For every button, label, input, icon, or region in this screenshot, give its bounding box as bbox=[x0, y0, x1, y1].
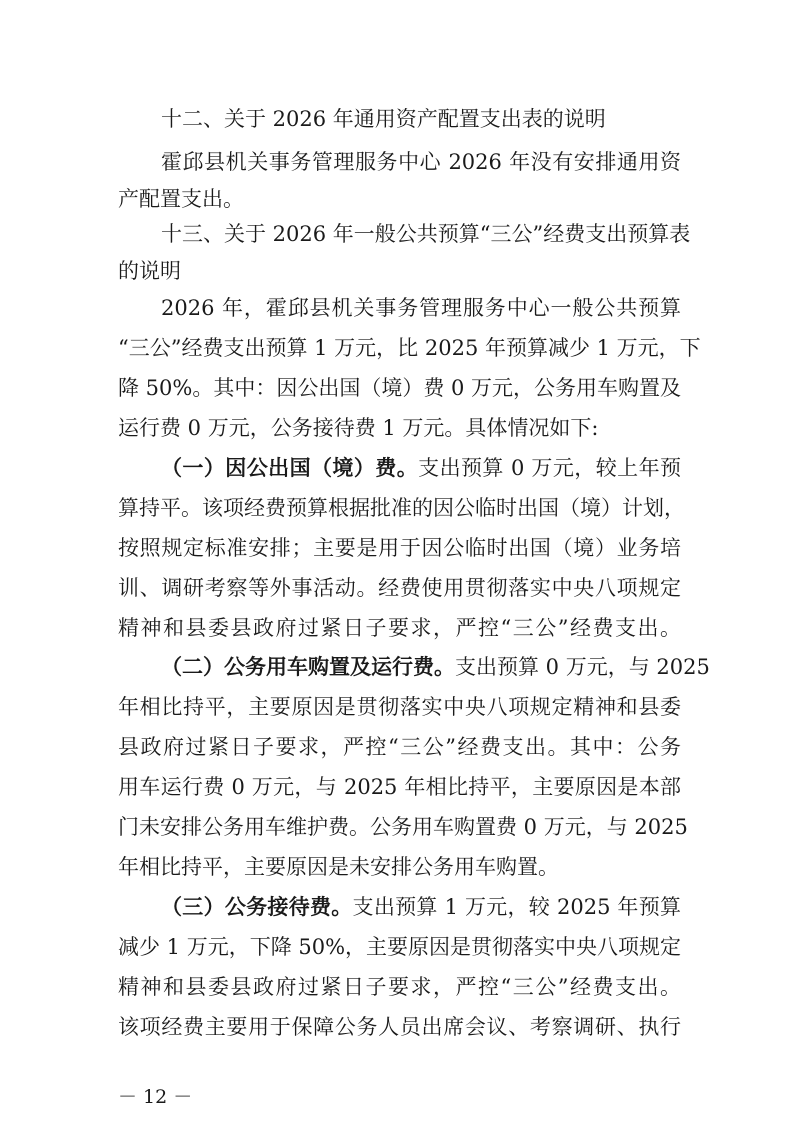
item-2-line-4: 用车运行费 0 万元，与 2025 年相比持平，主要原因是本部 bbox=[118, 775, 681, 799]
intro-line-4: 运行费 0 万元，公务接待费 1 万元。具体情况如下: bbox=[118, 416, 599, 440]
section-13-heading-line-1: 十三、关于 2026 年一般公共预算“三公”经费支出预算表 bbox=[161, 222, 691, 246]
item-2-first-line bbox=[161, 652, 710, 682]
item-1-line-4: 训、调研考察等外事活动。经费使用贯彻落实中央八项规定 bbox=[118, 576, 681, 600]
intro-line-3: 降 50%。其中：因公出国（境）费 0 万元，公务用车购置及 bbox=[118, 376, 682, 400]
item-2-first-line-text: 支出预算 0 万元，与 2025 bbox=[455, 655, 710, 679]
item-3-line-4: 该项经费主要用于保障公务人员出席会议、考察调研、执行 bbox=[118, 1015, 681, 1039]
item-3-first-line bbox=[161, 892, 681, 922]
item-1-first-line bbox=[161, 453, 681, 483]
item-1-first-line-text: 支出预算 0 万元，较上年预 bbox=[418, 456, 681, 480]
item-3-line-3: 精神和县委县政府过紧日子要求，严控“三公”经费支出。 bbox=[118, 975, 681, 999]
section-13-heading-line-2: 的说明 bbox=[118, 259, 181, 283]
item-2-title: （二）公务用车购置及运行费。 bbox=[161, 654, 455, 679]
item-2-line-2: 年相比持平，主要原因是贯彻落实中央八项规定精神和县委 bbox=[118, 695, 681, 719]
item-3-line-2: 减少 1 万元，下降 50%，主要原因是贯彻落实中央八项规定 bbox=[118, 935, 682, 959]
intro-line-1: 2026 年，霍邱县机关事务管理服务中心一般公共预算 bbox=[161, 296, 681, 320]
item-3-title: （三）公务接待费。 bbox=[161, 894, 353, 919]
item-1-line-3: 按照规定标准安排；主要是用于因公临时出国（境）业务培 bbox=[118, 536, 681, 560]
item-2-line-3: 县政府过紧日子要求，严控“三公”经费支出。其中：公务 bbox=[118, 735, 681, 759]
item-2-line-5: 门未安排公务用车维护费。公务用车购置费 0 万元，与 2025 bbox=[118, 815, 688, 839]
item-3-first-line-text: 支出预算 1 万元，较 2025 年预算 bbox=[352, 895, 681, 919]
item-1-title: （一）因公出国（境）费。 bbox=[161, 455, 419, 480]
section-12-body-line-2: 产配置支出。 bbox=[118, 187, 244, 211]
section-12-heading: 十二、关于 2026 年通用资产配置支出表的说明 bbox=[161, 107, 606, 131]
intro-line-2: “三公”经费支出预算 1 万元，比 2025 年预算减少 1 万元，下 bbox=[118, 336, 701, 360]
item-2-line-6: 年相比持平，主要原因是未安排公务用车购置。 bbox=[118, 855, 559, 879]
section-12-body-line-1: 霍邱县机关事务管理服务中心 2026 年没有安排通用资 bbox=[161, 150, 681, 174]
item-1-line-5: 精神和县委县政府过紧日子要求，严控“三公”经费支出。 bbox=[118, 616, 681, 640]
item-1-line-2: 算持平。该项经费预算根据批准的因公临时出国（境）计划， bbox=[118, 496, 685, 520]
page-number: － 12 － bbox=[118, 1086, 193, 1108]
